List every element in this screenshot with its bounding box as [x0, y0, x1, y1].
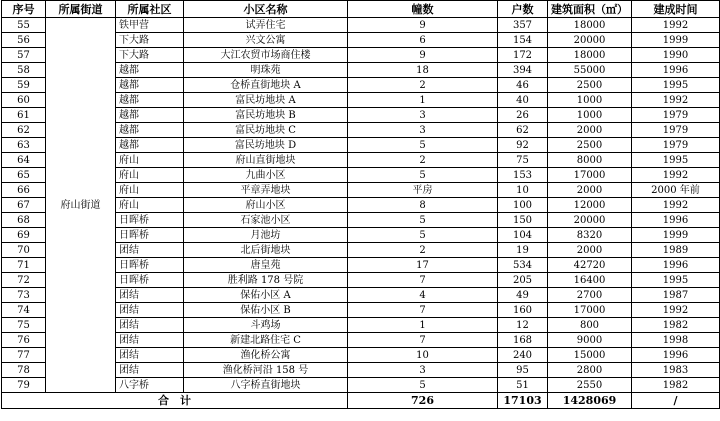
- row-households: 240: [498, 348, 548, 363]
- header-area: 建筑面积（㎡）: [548, 1, 632, 18]
- row-area: 18000: [548, 18, 632, 33]
- row-buildings: 1: [348, 93, 498, 108]
- row-community: 下大路: [116, 33, 184, 48]
- row-households: 10: [498, 183, 548, 198]
- row-year: 2000 年前: [632, 183, 720, 198]
- row-number: 60: [2, 93, 46, 108]
- row-buildings: 3: [348, 363, 498, 378]
- row-buildings: 2: [348, 243, 498, 258]
- row-buildings: 9: [348, 18, 498, 33]
- row-households: 534: [498, 258, 548, 273]
- row-number: 57: [2, 48, 46, 63]
- row-district-name: 试弄住宅: [184, 18, 348, 33]
- row-area: 15000: [548, 348, 632, 363]
- row-area: 800: [548, 318, 632, 333]
- total-year: /: [632, 393, 720, 409]
- row-buildings: 5: [348, 138, 498, 153]
- row-buildings: 7: [348, 303, 498, 318]
- header-households: 户数: [498, 1, 548, 18]
- row-year: 1995: [632, 153, 720, 168]
- header-name: 小区名称: [184, 1, 348, 18]
- row-households: 26: [498, 108, 548, 123]
- row-households: 75: [498, 153, 548, 168]
- row-area: 9000: [548, 333, 632, 348]
- row-district-name: 渔化桥河沿 158 号: [184, 363, 348, 378]
- row-year: 1992: [632, 303, 720, 318]
- row-year: 1998: [632, 333, 720, 348]
- row-year: 1992: [632, 198, 720, 213]
- row-number: 73: [2, 288, 46, 303]
- row-households: 49: [498, 288, 548, 303]
- row-buildings: 5: [348, 378, 498, 393]
- row-number: 78: [2, 363, 46, 378]
- row-community: 日晖桥: [116, 213, 184, 228]
- row-buildings: 17: [348, 258, 498, 273]
- row-buildings: 8: [348, 198, 498, 213]
- row-households: 205: [498, 273, 548, 288]
- row-district-name: 府山直街地块: [184, 153, 348, 168]
- row-district-name: 富民坊地块 A: [184, 93, 348, 108]
- row-district-name: 明珠苑: [184, 63, 348, 78]
- row-community: 越都: [116, 78, 184, 93]
- header-no: 序号: [2, 1, 46, 18]
- row-district-name: 大江农贸市场商住楼: [184, 48, 348, 63]
- row-number: 62: [2, 123, 46, 138]
- row-district-name: 保佑小区 B: [184, 303, 348, 318]
- row-year: 1987: [632, 288, 720, 303]
- row-buildings: 1: [348, 318, 498, 333]
- row-district-name: 仓桥直街地块 A: [184, 78, 348, 93]
- row-year: 1982: [632, 318, 720, 333]
- row-community: 团结: [116, 333, 184, 348]
- row-number: 64: [2, 153, 46, 168]
- total-label: 合 计: [2, 393, 348, 409]
- row-community: 团结: [116, 318, 184, 333]
- row-district-name: 胜利路 178 号院: [184, 273, 348, 288]
- row-community: 团结: [116, 243, 184, 258]
- row-buildings: 10: [348, 348, 498, 363]
- row-buildings: 5: [348, 168, 498, 183]
- row-community: 越都: [116, 93, 184, 108]
- row-district-name: 保佑小区 A: [184, 288, 348, 303]
- row-number: 79: [2, 378, 46, 393]
- row-community: 八字桥: [116, 378, 184, 393]
- row-households: 51: [498, 378, 548, 393]
- row-number: 55: [2, 18, 46, 33]
- row-number: 77: [2, 348, 46, 363]
- row-community: 下大路: [116, 48, 184, 63]
- row-households: 40: [498, 93, 548, 108]
- row-households: 12: [498, 318, 548, 333]
- row-area: 20000: [548, 213, 632, 228]
- header-community: 所属社区: [116, 1, 184, 18]
- row-district-name: 石家池小区: [184, 213, 348, 228]
- row-year: 1992: [632, 168, 720, 183]
- row-community: 日晖桥: [116, 258, 184, 273]
- row-households: 160: [498, 303, 548, 318]
- row-area: 2000: [548, 183, 632, 198]
- row-district-name: 唐皇苑: [184, 258, 348, 273]
- row-community: 越都: [116, 63, 184, 78]
- row-area: 1000: [548, 108, 632, 123]
- row-number: 70: [2, 243, 46, 258]
- row-community: 团结: [116, 363, 184, 378]
- row-year: 1999: [632, 228, 720, 243]
- row-households: 172: [498, 48, 548, 63]
- row-year: 1990: [632, 48, 720, 63]
- row-number: 67: [2, 198, 46, 213]
- row-district-name: 兴文公寓: [184, 33, 348, 48]
- row-district-name: 斗鸡场: [184, 318, 348, 333]
- row-households: 46: [498, 78, 548, 93]
- row-buildings: 6: [348, 33, 498, 48]
- row-buildings: 4: [348, 288, 498, 303]
- row-area: 17000: [548, 303, 632, 318]
- row-district-name: 平章弄地块: [184, 183, 348, 198]
- row-area: 2000: [548, 123, 632, 138]
- row-district-name: 九曲小区: [184, 168, 348, 183]
- row-households: 92: [498, 138, 548, 153]
- row-district-name: 富民坊地块 D: [184, 138, 348, 153]
- row-number: 72: [2, 273, 46, 288]
- row-year: 1979: [632, 108, 720, 123]
- row-number: 71: [2, 258, 46, 273]
- row-year: 1996: [632, 213, 720, 228]
- row-number: 69: [2, 228, 46, 243]
- row-number: 58: [2, 63, 46, 78]
- row-buildings: 5: [348, 213, 498, 228]
- row-year: 1982: [632, 378, 720, 393]
- row-year: 1995: [632, 273, 720, 288]
- row-year: 1992: [632, 18, 720, 33]
- row-community: 府山: [116, 168, 184, 183]
- row-district-name: 富民坊地块 C: [184, 123, 348, 138]
- row-buildings: 平房: [348, 183, 498, 198]
- total-households: 17103: [498, 393, 548, 409]
- row-district-name: 富民坊地块 B: [184, 108, 348, 123]
- row-district-name: 北后街地块: [184, 243, 348, 258]
- row-district-name: 八字桥直街地块: [184, 378, 348, 393]
- row-buildings: 7: [348, 333, 498, 348]
- row-households: 150: [498, 213, 548, 228]
- row-year: 1979: [632, 138, 720, 153]
- row-buildings: 3: [348, 108, 498, 123]
- total-buildings: 726: [348, 393, 498, 409]
- row-area: 8320: [548, 228, 632, 243]
- row-year: 1992: [632, 93, 720, 108]
- row-area: 20000: [548, 33, 632, 48]
- row-number: 63: [2, 138, 46, 153]
- row-area: 2500: [548, 138, 632, 153]
- row-households: 357: [498, 18, 548, 33]
- row-year: 1979: [632, 123, 720, 138]
- row-households: 153: [498, 168, 548, 183]
- row-community: 越都: [116, 108, 184, 123]
- row-year: 1999: [632, 33, 720, 48]
- row-number: 68: [2, 213, 46, 228]
- row-households: 95: [498, 363, 548, 378]
- row-number: 76: [2, 333, 46, 348]
- row-number: 74: [2, 303, 46, 318]
- row-community: 团结: [116, 348, 184, 363]
- row-community: 团结: [116, 303, 184, 318]
- residential-district-table: [1, 0, 720, 409]
- table-row: [2, 18, 720, 33]
- row-households: 104: [498, 228, 548, 243]
- row-households: 168: [498, 333, 548, 348]
- header-year: 建成时间: [632, 1, 720, 18]
- row-buildings: 2: [348, 153, 498, 168]
- row-households: 394: [498, 63, 548, 78]
- row-area: 55000: [548, 63, 632, 78]
- header-row: [2, 1, 720, 18]
- row-buildings: 5: [348, 228, 498, 243]
- total-area: 1428069: [548, 393, 632, 409]
- row-community: 团结: [116, 288, 184, 303]
- street-cell: 府山街道: [46, 18, 116, 393]
- row-community: 府山: [116, 153, 184, 168]
- header-street: 所属街道: [46, 1, 116, 18]
- row-number: 65: [2, 168, 46, 183]
- row-community: 越都: [116, 123, 184, 138]
- row-number: 66: [2, 183, 46, 198]
- row-community: 铁甲营: [116, 18, 184, 33]
- row-community: 府山: [116, 198, 184, 213]
- row-area: 17000: [548, 168, 632, 183]
- row-buildings: 7: [348, 273, 498, 288]
- row-households: 100: [498, 198, 548, 213]
- row-buildings: 2: [348, 78, 498, 93]
- row-community: 越都: [116, 138, 184, 153]
- table-body: [2, 18, 720, 393]
- row-area: 2500: [548, 78, 632, 93]
- row-households: 19: [498, 243, 548, 258]
- row-buildings: 9: [348, 48, 498, 63]
- row-community: 府山: [116, 183, 184, 198]
- row-number: 61: [2, 108, 46, 123]
- row-year: 1996: [632, 258, 720, 273]
- row-year: 1983: [632, 363, 720, 378]
- row-area: 2000: [548, 243, 632, 258]
- row-area: 2550: [548, 378, 632, 393]
- row-community: 日晖桥: [116, 273, 184, 288]
- row-area: 1000: [548, 93, 632, 108]
- row-year: 1995: [632, 78, 720, 93]
- row-area: 16400: [548, 273, 632, 288]
- row-buildings: 18: [348, 63, 498, 78]
- row-households: 154: [498, 33, 548, 48]
- row-area: 8000: [548, 153, 632, 168]
- row-area: 18000: [548, 48, 632, 63]
- row-year: 1989: [632, 243, 720, 258]
- row-area: 2700: [548, 288, 632, 303]
- row-area: 42720: [548, 258, 632, 273]
- row-year: 1996: [632, 348, 720, 363]
- row-number: 75: [2, 318, 46, 333]
- row-district-name: 府山小区: [184, 198, 348, 213]
- row-buildings: 3: [348, 123, 498, 138]
- total-row: [2, 393, 720, 409]
- row-number: 56: [2, 33, 46, 48]
- row-district-name: 月池坊: [184, 228, 348, 243]
- row-area: 2800: [548, 363, 632, 378]
- header-buildings: 幢数: [348, 1, 498, 18]
- row-district-name: 渔化桥公寓: [184, 348, 348, 363]
- row-households: 62: [498, 123, 548, 138]
- row-area: 12000: [548, 198, 632, 213]
- row-community: 日晖桥: [116, 228, 184, 243]
- row-year: 1996: [632, 63, 720, 78]
- row-district-name: 新建北路住宅 C: [184, 333, 348, 348]
- row-number: 59: [2, 78, 46, 93]
